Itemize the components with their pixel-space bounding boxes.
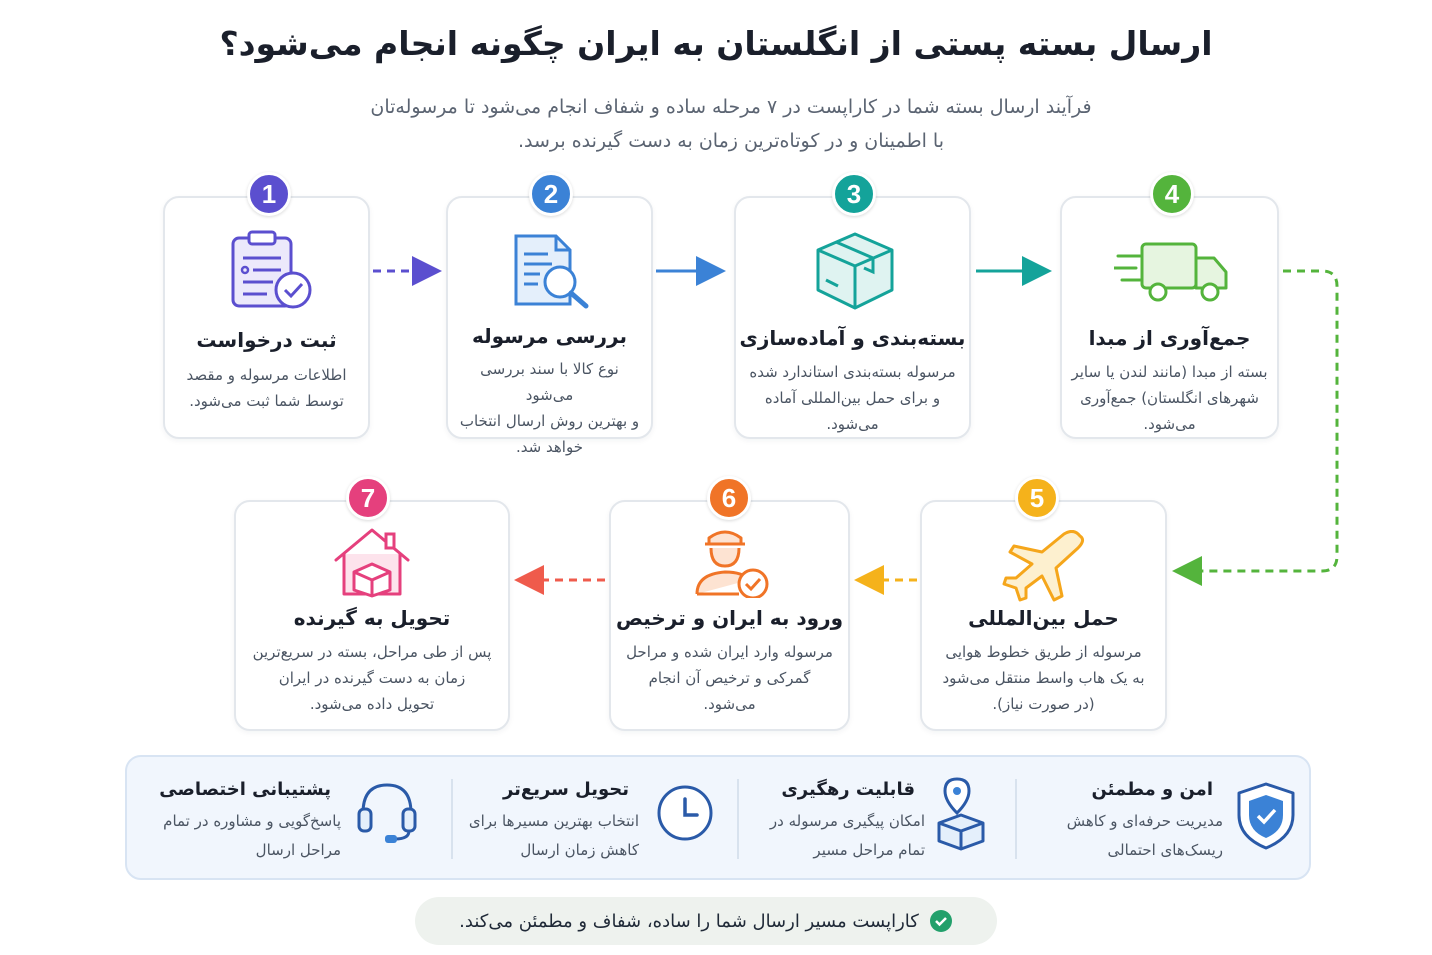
- step-desc-3-line-1: مرسوله بسته‌بندی استاندارد شده: [749, 363, 956, 381]
- step-badge-6: 6: [707, 476, 751, 520]
- feature-tracking-desc-line-1: امکان پیگیری مرسوله در: [769, 812, 925, 830]
- feature-fast-desc-line-2: کاهش زمان ارسال: [520, 841, 639, 859]
- feature-tracking-desc: [770, 807, 925, 865]
- step-title-7: تحویل به گیرنده: [293, 606, 451, 630]
- page-title: ارسال بسته پستی از انگلستان به ایران چگونه انجام می‌شود؟: [219, 24, 1213, 63]
- step-desc-7-line-1: پس از طی مراحل، بسته در سریع‌ترین: [252, 643, 492, 661]
- feature-secure-title: امن و مطمئن: [1091, 779, 1213, 800]
- feature-tracking-desc-line-2: تمام مراحل مسیر: [813, 841, 925, 859]
- feature-divider-1: [1015, 779, 1017, 859]
- tracking-box-icon: [935, 777, 987, 851]
- feature-fast-desc: [469, 807, 639, 865]
- feature-support-desc-line-1: پاسخ‌گویی و مشاوره در تمام: [163, 812, 341, 830]
- step-desc-5-line-1: مرسوله از طریق خطوط هوایی: [945, 643, 1142, 661]
- feature-fast-title: تحویل سریع‌تر: [502, 779, 629, 800]
- subtitle-line-2: با اطمینان و در کوتاه‌ترین زمان به دست گیرنده برسد.: [517, 130, 945, 152]
- step-title-1: ثبت درخواست: [196, 328, 337, 352]
- step-desc-1: [173, 362, 360, 414]
- step-desc-5-line-2: به یک هاب واسط منتقل می‌شود: [942, 669, 1145, 687]
- step-card-2: [446, 196, 653, 456]
- delivery-truck-icon: [1114, 238, 1232, 308]
- package-box-icon: [812, 228, 898, 314]
- step-title-3: بسته‌بندی و آماده‌سازی: [739, 326, 966, 350]
- feature-secure: [1019, 757, 1313, 882]
- step-desc-4: [1070, 359, 1269, 437]
- step-desc-2: [456, 356, 643, 460]
- step-desc-6-line-2: گمرکی و ترخیص آن انجام: [648, 669, 811, 687]
- feature-support-desc: [163, 807, 341, 865]
- feature-fast-desc-line-1: انتخاب بهترین مسیرها برای: [468, 812, 639, 830]
- step-desc-4-line-2: شهرهای انگلستان) جمع‌آوری: [1080, 389, 1259, 407]
- house-package-icon: [332, 526, 412, 598]
- feature-divider-2: [737, 779, 739, 859]
- step-badge-5: 5: [1015, 476, 1059, 520]
- step-desc-3-line-2: و برای حمل بین‌المللی آماده: [764, 389, 941, 407]
- step-badge-7: 7: [346, 476, 390, 520]
- step-desc-6-line-3: می‌شود.: [703, 695, 756, 713]
- step-desc-7-line-3: تحویل داده می‌شود.: [309, 695, 435, 713]
- step-desc-7: [244, 639, 500, 717]
- step-desc-4-line-3: می‌شود.: [1143, 415, 1196, 433]
- step-badge-2: 2: [529, 172, 573, 216]
- step-desc-6: [619, 639, 840, 717]
- step-desc-2-line-3: خواهد شد.: [516, 438, 583, 456]
- feature-support-desc-line-2: مراحل ارسال: [255, 841, 341, 859]
- feature-secure-desc-line-2: ریسک‌های احتمالی: [1107, 841, 1223, 859]
- headset-icon: [355, 779, 419, 845]
- step-card-3: [734, 196, 971, 439]
- shield-check-icon: [1235, 781, 1297, 851]
- step-badge-4: 4: [1150, 172, 1194, 216]
- step-desc-6-line-1: مرسوله وارد ایران شده و مراحل: [626, 643, 833, 661]
- step-card-5: [920, 500, 1167, 731]
- step-desc-2-line-2: و بهترین روش ارسال انتخاب: [459, 412, 640, 430]
- step-badge-3: 3: [832, 172, 876, 216]
- step-card-4: [1060, 196, 1279, 439]
- step-card-7: [234, 500, 510, 731]
- step-title-4: جمع‌آوری از مبدا: [1088, 326, 1251, 350]
- feature-fast: [453, 757, 735, 882]
- feature-tracking: [739, 757, 1015, 882]
- step-desc-3-line-3: می‌شود.: [826, 415, 879, 433]
- step-desc-5: [930, 639, 1157, 717]
- subtitle-line-1: فرآیند ارسال بسته شما در کاراپست در ۷ مرحله ساده و شفاف انجام می‌شود تا مرسوله‌تان: [370, 96, 1092, 118]
- step-desc-2-line-1: نوع کالا با سند بررسی می‌شود: [480, 360, 619, 404]
- step-desc-4-line-1: بسته از مبدا (مانند لندن یا سایر: [1071, 363, 1268, 381]
- step-title-6: ورود به ایران و ترخیص: [615, 606, 844, 630]
- check-circle-icon: [929, 909, 953, 933]
- clipboard-check-icon: [229, 230, 315, 312]
- step-title-5: حمل بین‌المللی: [968, 606, 1119, 630]
- airplane-icon: [1000, 530, 1086, 602]
- step-desc-7-line-2: زمان به دست گیرنده در ایران: [278, 669, 466, 687]
- features-panel: [125, 755, 1311, 880]
- footer-text: کاراپست مسیر ارسال شما را ساده، شفاف و مطمئن می‌کند.: [459, 910, 919, 932]
- step-desc-1-line-2: توسط شما ثبت می‌شود.: [189, 392, 344, 410]
- footer-banner: [415, 897, 997, 945]
- feature-tracking-title: قابلیت رهگیری: [781, 779, 915, 800]
- feature-divider-3: [451, 779, 453, 859]
- step-desc-5-line-3: (در صورت نیاز).: [992, 695, 1095, 713]
- step-badge-1: 1: [247, 172, 291, 216]
- step-desc-3: [744, 359, 961, 437]
- step-desc-1-line-1: اطلاعات مرسوله و مقصد: [186, 366, 347, 384]
- step-card-6: [609, 500, 850, 731]
- feature-support-title: پشتیبانی اختصاصی: [159, 779, 331, 800]
- document-search-icon: [512, 232, 594, 312]
- step-card-1: [163, 196, 370, 439]
- clock-icon: [655, 783, 715, 843]
- feature-secure-desc-line-1: مدیریت حرفه‌ای و کاهش: [1066, 812, 1223, 830]
- feature-support: [127, 757, 449, 882]
- step-title-2: بررسی مرسوله: [472, 324, 627, 348]
- customs-officer-icon: [695, 526, 771, 598]
- feature-secure-desc: [1067, 807, 1223, 865]
